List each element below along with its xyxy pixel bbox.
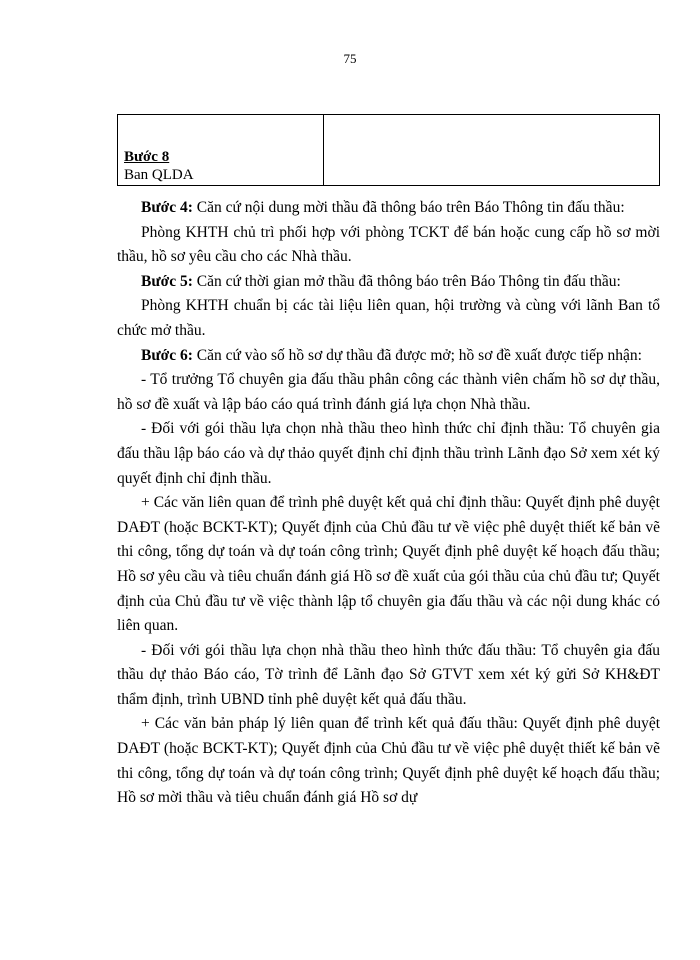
- paragraph-text: - Đối với gói thầu lựa chọn nhà thầu theo hình thức chỉ định thầu: Tổ chuyên gia đấu thầu lập báo cáo và dự thảo quyết định chỉ định thầu trình Lãnh đạo Sở xem xét ký quyết định chỉ định thầu.: [117, 420, 660, 487]
- paragraph-text: Căn cứ thời gian mở thầu đã thông báo trên Báo Thông tin đấu thầu:: [192, 272, 621, 290]
- paragraph: [117, 270, 660, 295]
- paragraph-text: Căn cứ vào số hồ sơ dự thầu đã được mở; hồ sơ đề xuất được tiếp nhận:: [192, 346, 642, 364]
- paragraph: [117, 639, 660, 713]
- empty-cell: [324, 115, 660, 186]
- paragraph-text: Phòng KHTH chuẩn bị các tài liệu liên quan, hội trường và cùng với lãnh Ban tổ chức mở thầu.: [117, 297, 660, 339]
- table-row: [118, 115, 660, 186]
- paragraph: [117, 491, 660, 639]
- paragraph: [117, 344, 660, 369]
- step-cell: [118, 115, 324, 186]
- paragraph: [117, 221, 660, 270]
- step-heading: Bước 5:: [141, 272, 193, 290]
- paragraph-text: - Đối với gói thầu lựa chọn nhà thầu theo hình thức đấu thầu: Tổ chuyên gia đấu thầu dự thảo Báo cáo, Tờ trình để Lãnh đạo Sở GTVT xem xét ký gửi Sở KH&ĐT thẩm định, trình UBND tỉnh phê duyệt kết quả đấu thầu.: [117, 641, 660, 708]
- paragraph: [117, 712, 660, 810]
- step-heading: Bước 4:: [141, 199, 193, 216]
- step-table: [117, 114, 660, 186]
- paragraph: [117, 196, 660, 221]
- page-number: 75: [343, 51, 357, 66]
- paragraph-text: + Các văn liên quan để trình phê duyệt kết quả chỉ định thầu: Quyết định phê duyệt DAĐT (hoặc BCKT-KT); Quyết định của Chủ đầu tư về việc phê duyệt thiết kế bản vẽ thi công, tổng dự toán và dự toán công trình; Quyết định phê duyệt kế hoạch đấu thầu; Hồ sơ yêu cầu và tiêu chuẩn đánh giá Hồ sơ đề xuất của gói thầu của chủ đầu tư; Quyết định của Chủ đầu tư về việc thành lập tổ chuyên gia đấu thầu và các nội dung khác có liên quan.: [117, 494, 660, 635]
- paragraph-text: Phòng KHTH chủ trì phối hợp với phòng TCKT để bán hoặc cung cấp hồ sơ mời thầu, hồ sơ yêu cầu cho các Nhà thầu.: [117, 223, 660, 266]
- paragraph: [117, 417, 660, 491]
- paragraph: [117, 368, 660, 417]
- paragraph: [117, 294, 660, 343]
- step-heading: Bước 6:: [141, 346, 193, 364]
- step-label: Bước 8: [124, 149, 170, 165]
- paragraph-text: + Các văn bản pháp lý liên quan để trình kết quả đấu thầu: Quyết định phê duyệt DAĐT (hoặc BCKT-KT); Quyết định của Chủ đầu tư về việc phê duyệt thiết kế bản vẽ thi công, tổng dự toán và dự toán công trình; Quyết định phê duyệt kế hoạch đấu thầu; Hồ sơ mời thầu và tiêu chuẩn đánh giá Hồ sơ dự: [117, 715, 660, 807]
- body-text: [117, 196, 660, 811]
- paragraph-text: - Tổ trưởng Tổ chuyên gia đấu thầu phân công các thành viên chấm hồ sơ dự thầu, hồ sơ đề xuất và lập báo cáo quá trình đánh giá lựa chọn Nhà thầu.: [117, 371, 660, 413]
- step-actor: Ban QLDA: [124, 167, 194, 183]
- paragraph-text: Căn cứ nội dung mời thầu đã thông báo trên Báo Thông tin đấu thầu:: [192, 199, 625, 216]
